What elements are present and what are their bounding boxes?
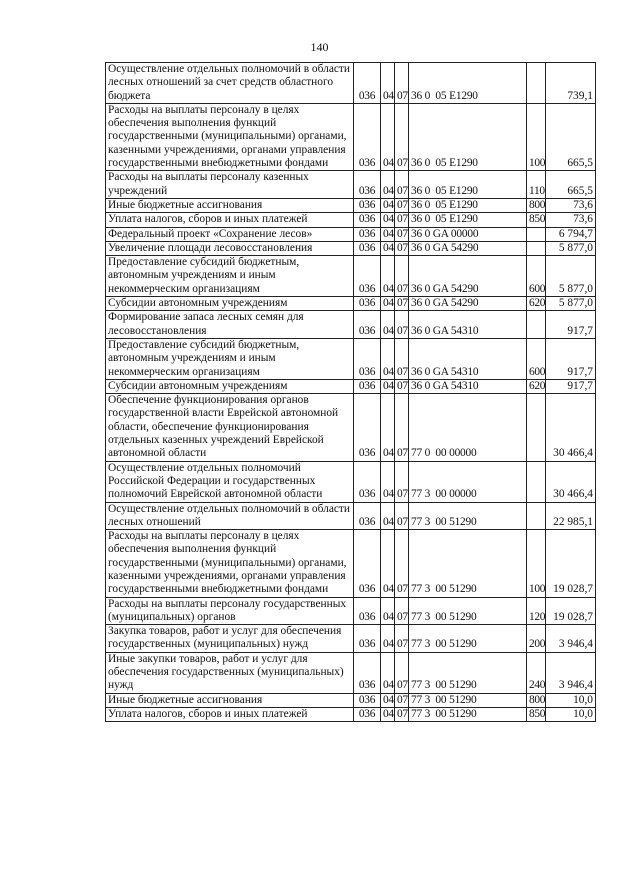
row-amount: 73,6: [546, 198, 596, 212]
row-section-code: 04: [381, 597, 395, 625]
row-section-code: 04: [381, 311, 395, 339]
table-row: [106, 394, 596, 461]
row-ved-code: 036: [354, 597, 381, 625]
table-row: [106, 256, 596, 297]
row-name: Уплата налогов, сборов и иных платежей: [106, 707, 354, 721]
table-row: [106, 625, 596, 653]
row-subsection-code: 07: [395, 530, 409, 597]
row-ved-code: 036: [354, 171, 381, 199]
row-ved-code: 036: [354, 652, 381, 693]
row-subsection-code: 07: [395, 652, 409, 693]
row-expense-type: 600: [527, 256, 546, 297]
row-section-code: 04: [381, 213, 395, 227]
row-name: Федеральный проект «Сохранение лесов»: [106, 227, 354, 241]
table-row: [106, 241, 596, 255]
page-number: 140: [310, 40, 329, 54]
row-target-article: 36 0 GA 54310: [409, 338, 527, 379]
row-subsection-code: 07: [395, 256, 409, 297]
row-section-code: 04: [381, 394, 395, 461]
row-expense-type: 200: [527, 625, 546, 653]
row-section-code: 04: [381, 693, 395, 707]
table-row: [106, 652, 596, 693]
row-section-code: 04: [381, 461, 395, 502]
row-expense-type: 850: [527, 213, 546, 227]
row-expense-type: 120: [527, 597, 546, 625]
row-target-article: 36 0 GA 54290: [409, 241, 527, 255]
row-target-article: 77 3 00 51290: [409, 597, 527, 625]
row-section-code: 04: [381, 241, 395, 255]
row-name: Увеличение площади лесовосстановления: [106, 241, 354, 255]
row-subsection-code: 07: [395, 171, 409, 199]
row-expense-type: 800: [527, 693, 546, 707]
row-amount: 19 028,7: [546, 530, 596, 597]
row-amount: 6 794,7: [546, 227, 596, 241]
row-subsection-code: 07: [395, 597, 409, 625]
row-name: Расходы на выплаты персоналу казенных учреждений: [106, 171, 354, 199]
row-target-article: 77 0 00 00000: [409, 394, 527, 461]
row-subsection-code: 07: [395, 241, 409, 255]
row-ved-code: 036: [354, 213, 381, 227]
row-target-article: 77 3 00 51290: [409, 625, 527, 653]
row-name: Иные бюджетные ассигнования: [106, 693, 354, 707]
row-ved-code: 036: [354, 530, 381, 597]
row-amount: 5 877,0: [546, 241, 596, 255]
row-target-article: 77 3 00 51290: [409, 502, 527, 530]
row-amount: 30 466,4: [546, 461, 596, 502]
row-amount: 917,7: [546, 379, 596, 393]
row-ved-code: 036: [354, 63, 381, 104]
table-row: [106, 63, 596, 104]
row-expense-type: 800: [527, 198, 546, 212]
row-subsection-code: 07: [395, 213, 409, 227]
row-name: Осуществление отдельных полномочий в области лесных отношений за счет средств областного бюджета: [106, 63, 354, 104]
row-ved-code: 036: [354, 311, 381, 339]
row-name: Закупка товаров, работ и услуг для обеспечения государственных (муниципальных) нужд: [106, 625, 354, 653]
row-ved-code: 036: [354, 103, 381, 170]
row-section-code: 04: [381, 652, 395, 693]
row-expense-type: [527, 502, 546, 530]
row-ved-code: 036: [354, 707, 381, 721]
row-name: Расходы на выплаты персоналу в целях обеспечения выполнения функций государственными (муниципальными) органами, казенными учреждениями, органами управления государственными внебюджетными фондами: [106, 530, 354, 597]
row-target-article: 36 0 GA 54290: [409, 297, 527, 311]
row-subsection-code: 07: [395, 63, 409, 104]
row-expense-type: 100: [527, 103, 546, 170]
row-subsection-code: 07: [395, 693, 409, 707]
row-ved-code: 036: [354, 256, 381, 297]
table-row: [106, 707, 596, 721]
row-expense-type: [527, 394, 546, 461]
row-amount: 3 946,4: [546, 625, 596, 653]
table-row: [106, 461, 596, 502]
row-name: Субсидии автономным учреждениям: [106, 297, 354, 311]
row-ved-code: 036: [354, 198, 381, 212]
table-row: [106, 311, 596, 339]
row-target-article: 36 0 GA 54310: [409, 379, 527, 393]
row-target-article: 77 3 00 00000: [409, 461, 527, 502]
table-row: [106, 198, 596, 212]
row-name: Обеспечение функционирования органов государственной власти Еврейской автономной области, обеспечение функционирования отдельных казенных учреждений Еврейской автономной области: [106, 394, 354, 461]
row-name: Субсидии автономным учреждениям: [106, 379, 354, 393]
row-amount: 10,0: [546, 707, 596, 721]
row-name: Предоставление субсидий бюджетным, автономным учреждениям и иным некоммерческим организациям: [106, 256, 354, 297]
row-amount: 665,5: [546, 103, 596, 170]
row-section-code: 04: [381, 297, 395, 311]
row-subsection-code: 07: [395, 227, 409, 241]
row-target-article: 77 3 00 51290: [409, 707, 527, 721]
row-subsection-code: 07: [395, 625, 409, 653]
row-subsection-code: 07: [395, 461, 409, 502]
row-target-article: 36 0 GA 54310: [409, 311, 527, 339]
row-target-article: 36 0 05 E1290: [409, 213, 527, 227]
table-row: [106, 502, 596, 530]
row-subsection-code: 07: [395, 311, 409, 339]
row-ved-code: 036: [354, 379, 381, 393]
row-section-code: 04: [381, 256, 395, 297]
row-amount: 10,0: [546, 693, 596, 707]
row-target-article: 36 0 05 E1290: [409, 63, 527, 104]
row-ved-code: 036: [354, 693, 381, 707]
table-row: [106, 103, 596, 170]
row-name: Иные закупки товаров, работ и услуг для обеспечения государственных (муниципальных) нужд: [106, 652, 354, 693]
row-section-code: 04: [381, 63, 395, 104]
row-target-article: 36 0 05 E1290: [409, 198, 527, 212]
row-name: Осуществление отдельных полномочий Российской Федерации и государственных полномочий Еврейской автономной области: [106, 461, 354, 502]
row-section-code: 04: [381, 171, 395, 199]
row-subsection-code: 07: [395, 707, 409, 721]
row-ved-code: 036: [354, 461, 381, 502]
row-ved-code: 036: [354, 241, 381, 255]
row-section-code: 04: [381, 379, 395, 393]
row-amount: 917,7: [546, 311, 596, 339]
row-section-code: 04: [381, 227, 395, 241]
row-target-article: 77 3 00 51290: [409, 693, 527, 707]
row-target-article: 36 0 GA 54290: [409, 256, 527, 297]
row-subsection-code: 07: [395, 297, 409, 311]
table-row: [106, 693, 596, 707]
table-row: [106, 213, 596, 227]
row-ved-code: 036: [354, 227, 381, 241]
row-target-article: 36 0 05 E1290: [409, 171, 527, 199]
row-ved-code: 036: [354, 338, 381, 379]
row-target-article: 77 3 00 51290: [409, 530, 527, 597]
table-row: [106, 597, 596, 625]
table-row: [106, 379, 596, 393]
row-ved-code: 036: [354, 502, 381, 530]
row-expense-type: [527, 311, 546, 339]
row-name: Формирование запаса лесных семян для лесовосстановления: [106, 311, 354, 339]
row-amount: 30 466,4: [546, 394, 596, 461]
row-subsection-code: 07: [395, 103, 409, 170]
row-subsection-code: 07: [395, 379, 409, 393]
row-expense-type: 600: [527, 338, 546, 379]
table-row: [106, 338, 596, 379]
row-section-code: 04: [381, 502, 395, 530]
row-expense-type: [527, 227, 546, 241]
row-expense-type: 850: [527, 707, 546, 721]
row-amount: 665,5: [546, 171, 596, 199]
table-row: [106, 530, 596, 597]
row-section-code: 04: [381, 198, 395, 212]
row-amount: 3 946,4: [546, 652, 596, 693]
row-expense-type: [527, 241, 546, 255]
row-expense-type: 100: [527, 530, 546, 597]
row-ved-code: 036: [354, 394, 381, 461]
row-expense-type: [527, 63, 546, 104]
row-amount: 22 985,1: [546, 502, 596, 530]
row-section-code: 04: [381, 625, 395, 653]
row-section-code: 04: [381, 338, 395, 379]
table-row: [106, 171, 596, 199]
row-target-article: 36 0 GA 00000: [409, 227, 527, 241]
budget-table: [105, 62, 596, 722]
row-name: Осуществление отдельных полномочий в области лесных отношений: [106, 502, 354, 530]
row-expense-type: 620: [527, 297, 546, 311]
row-name: Иные бюджетные ассигнования: [106, 198, 354, 212]
row-ved-code: 036: [354, 625, 381, 653]
row-amount: 917,7: [546, 338, 596, 379]
row-name: Предоставление субсидий бюджетным, автономным учреждениям и иным некоммерческим организациям: [106, 338, 354, 379]
row-section-code: 04: [381, 103, 395, 170]
row-subsection-code: 07: [395, 502, 409, 530]
row-amount: 5 877,0: [546, 297, 596, 311]
row-subsection-code: 07: [395, 338, 409, 379]
row-subsection-code: 07: [395, 394, 409, 461]
row-name: Уплата налогов, сборов и иных платежей: [106, 213, 354, 227]
row-amount: 19 028,7: [546, 597, 596, 625]
row-ved-code: 036: [354, 297, 381, 311]
row-name: Расходы на выплаты персоналу государственных (муниципальных) органов: [106, 597, 354, 625]
row-expense-type: 240: [527, 652, 546, 693]
row-expense-type: 110: [527, 171, 546, 199]
row-target-article: 36 0 05 E1290: [409, 103, 527, 170]
table-row: [106, 297, 596, 311]
row-section-code: 04: [381, 530, 395, 597]
row-target-article: 77 3 00 51290: [409, 652, 527, 693]
table-row: [106, 227, 596, 241]
row-subsection-code: 07: [395, 198, 409, 212]
row-amount: 739,1: [546, 63, 596, 104]
row-amount: 5 877,0: [546, 256, 596, 297]
row-expense-type: 620: [527, 379, 546, 393]
row-amount: 73,6: [546, 213, 596, 227]
row-section-code: 04: [381, 707, 395, 721]
row-expense-type: [527, 461, 546, 502]
row-name: Расходы на выплаты персоналу в целях обеспечения выполнения функций государственными (муниципальными) органами, казенными учреждениями, органами управления государственными внебюджетными фондами: [106, 103, 354, 170]
